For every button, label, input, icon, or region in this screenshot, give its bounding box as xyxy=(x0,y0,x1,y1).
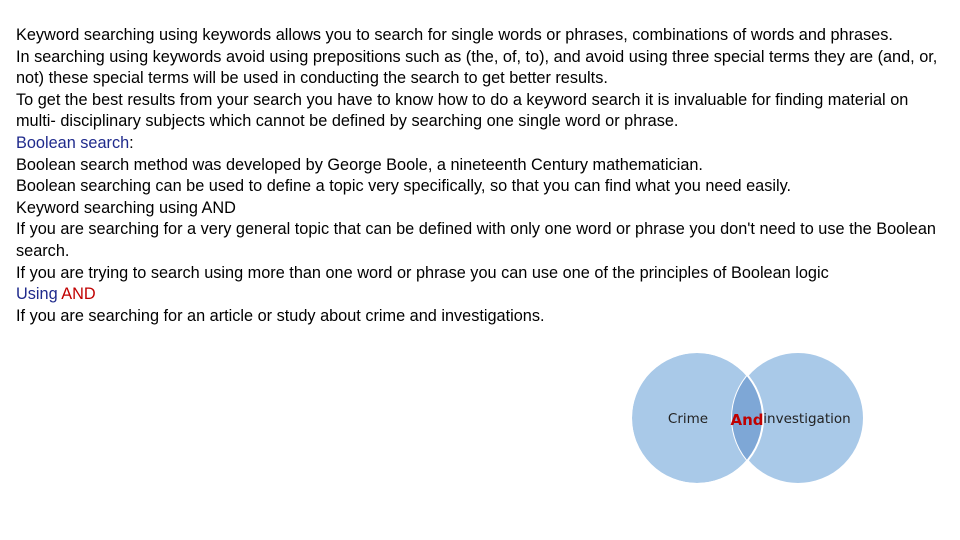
paragraph-define-topic: Boolean searching can be used to define a topic very specifically, so that you can find what you need easily. xyxy=(16,177,792,196)
paragraph-crime-study: If you are searching for an article or study about crime and investigations. xyxy=(16,306,545,325)
boolean-search-title: Boolean search xyxy=(16,133,130,152)
and-label: AND xyxy=(61,285,96,304)
venn-label-and: And xyxy=(730,411,764,429)
boolean-search-colon: : xyxy=(129,133,134,152)
boolean-search-heading xyxy=(16,133,946,155)
paragraph-keyword-intro: Keyword searching using keywords allows you to search for single words or phrases, combinations of words and phrases. xyxy=(16,26,893,44)
paragraph-general-topic: If you are searching for a very general topic that can be defined with only one word or phrase you don't need to use the Boolean search. xyxy=(16,220,936,260)
paragraph-keyword-and: Keyword searching using AND xyxy=(16,198,236,217)
paragraph-george-boole: Boolean search method was developed by George Boole, a nineteenth Century mathematician. xyxy=(16,155,703,174)
venn-diagram xyxy=(628,348,868,490)
body-text xyxy=(16,25,946,327)
paragraph-best-results: To get the best results from your search you have to know how to do a keyword search it is invaluable for finding material on multi- disciplinary subjects which cannot be defined by searching one single word or phrase. xyxy=(16,90,909,131)
using-label: Using xyxy=(16,285,58,304)
paragraph-prepositions: In searching using keywords avoid using prepositions such as (the, of, to), and avoid using three special terms they are (and, or, not) these special terms will be used in conducting the search to get better results. xyxy=(16,47,938,88)
venn-label-crime: Crime xyxy=(667,411,709,427)
venn-label-investigation: investigation xyxy=(763,411,851,427)
paragraph-boolean-logic: If you are trying to search using more than one word or phrase you can use one of the principles of Boolean logic xyxy=(16,263,829,282)
using-and-heading xyxy=(16,284,946,306)
